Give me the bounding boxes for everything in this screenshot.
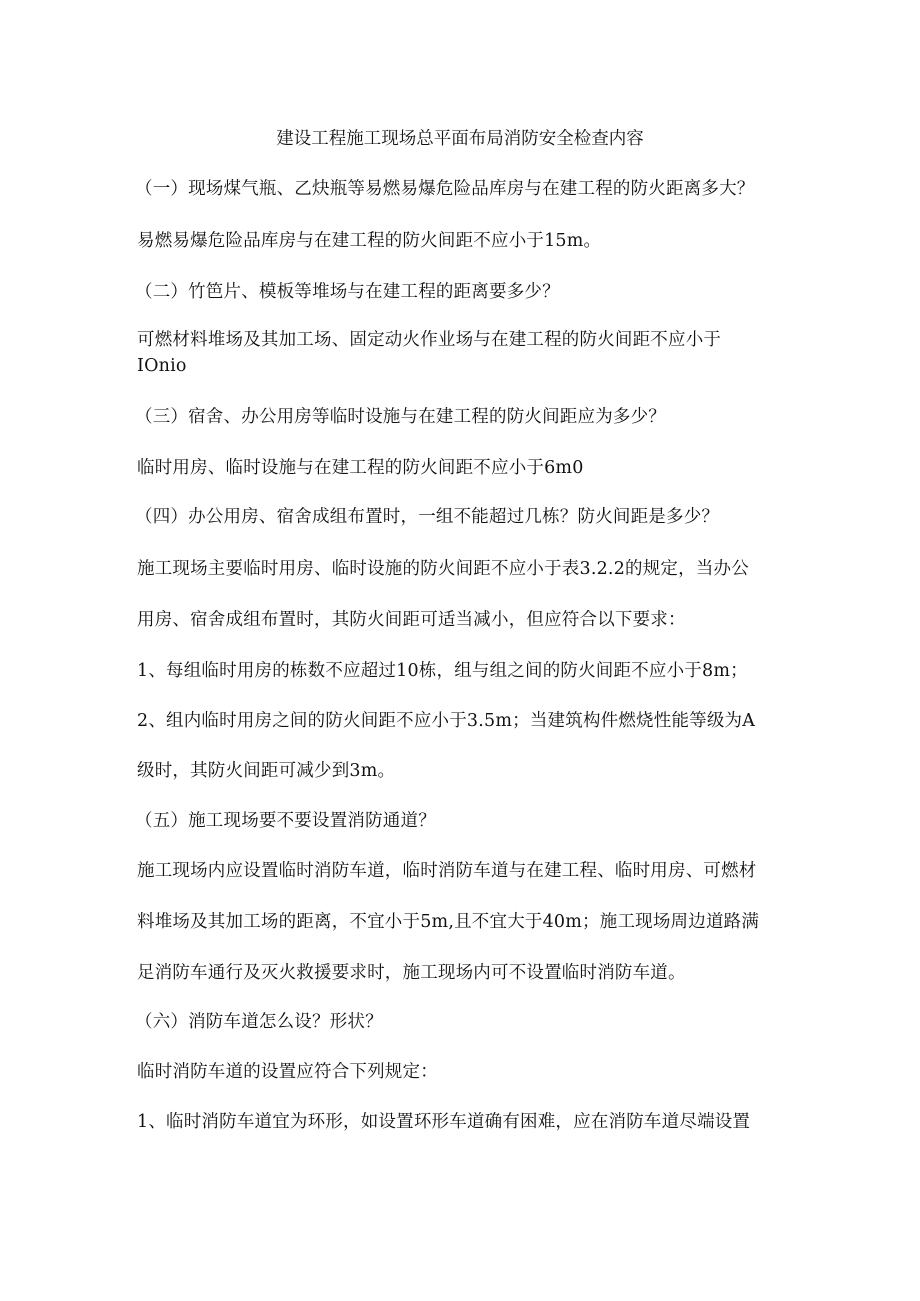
answer-5-line-1: 施工现场内应设置临时消防车道，临时消防车道与在建工程、临时用房、可燃材 xyxy=(137,861,757,881)
question-2: （二）竹笆片、模板等堆场与在建工程的距离要多少？ xyxy=(135,282,560,302)
answer-2-line-1: 可燃材料堆场及其加工场、固定动火作业场与在建工程的防火间距不应小于 xyxy=(137,330,722,350)
document-title: 建设工程施工现场总平面布局消防安全检查内容 xyxy=(276,129,644,149)
question-6: （六）消防车道怎么设？形状？ xyxy=(135,1012,383,1032)
answer-4-line-2: 用房、宿舍成组布置时，其防火间距可适当减小，但应符合以下要求： xyxy=(137,610,686,630)
question-1: （一）现场煤气瓶、乙炔瓶等易燃易爆危险品库房与在建工程的防火距离多大？ xyxy=(135,179,755,199)
answer-6-item-1: 1、临时消防车道宜为环形，如设置环形车道确有困难，应在消防车道尽端设置 xyxy=(137,1112,751,1132)
answer-5-line-3: 足消防车通行及灭火救援要求时，施工现场内可不设置临时消防车道。 xyxy=(137,963,686,983)
answer-2-line-2: IOnio xyxy=(137,356,187,376)
question-5: （五）施工现场要不要设置消防通道？ xyxy=(135,811,436,831)
answer-1: 易燃易爆危险品库房与在建工程的防火间距不应小于15m。 xyxy=(137,231,602,251)
answer-4-item-2-line-1: 2、组内临时用房之间的防火间距不应小于3.5m；当建筑构件燃烧性能等级为A xyxy=(137,711,756,731)
answer-4-line-1: 施工现场主要临时用房、临时设施的防火间距不应小于表3.2.2的规定，当办公 xyxy=(137,559,749,579)
answer-3: 临时用房、临时设施与在建工程的防火间距不应小于6m0 xyxy=(137,458,584,478)
question-3: （三）宿舍、办公用房等临时设施与在建工程的防火间距应为多少？ xyxy=(135,407,666,427)
answer-4-item-1: 1、每组临时用房的栋数不应超过10栋，组与组之间的防火间距不应小于8m； xyxy=(137,661,748,681)
answer-4-item-2-line-2: 级时，其防火间距可减少到3m。 xyxy=(137,761,396,781)
answer-5-line-2: 料堆场及其加工场的距离，不宜小于5m,且不宜大于40m；施工现场周边道路满 xyxy=(137,912,760,932)
answer-6-intro: 临时消防车道的设置应符合下列规定： xyxy=(137,1062,438,1082)
question-4: （四）办公用房、宿舍成组布置时，一组不能超过几栋？防火间距是多少？ xyxy=(135,507,720,527)
